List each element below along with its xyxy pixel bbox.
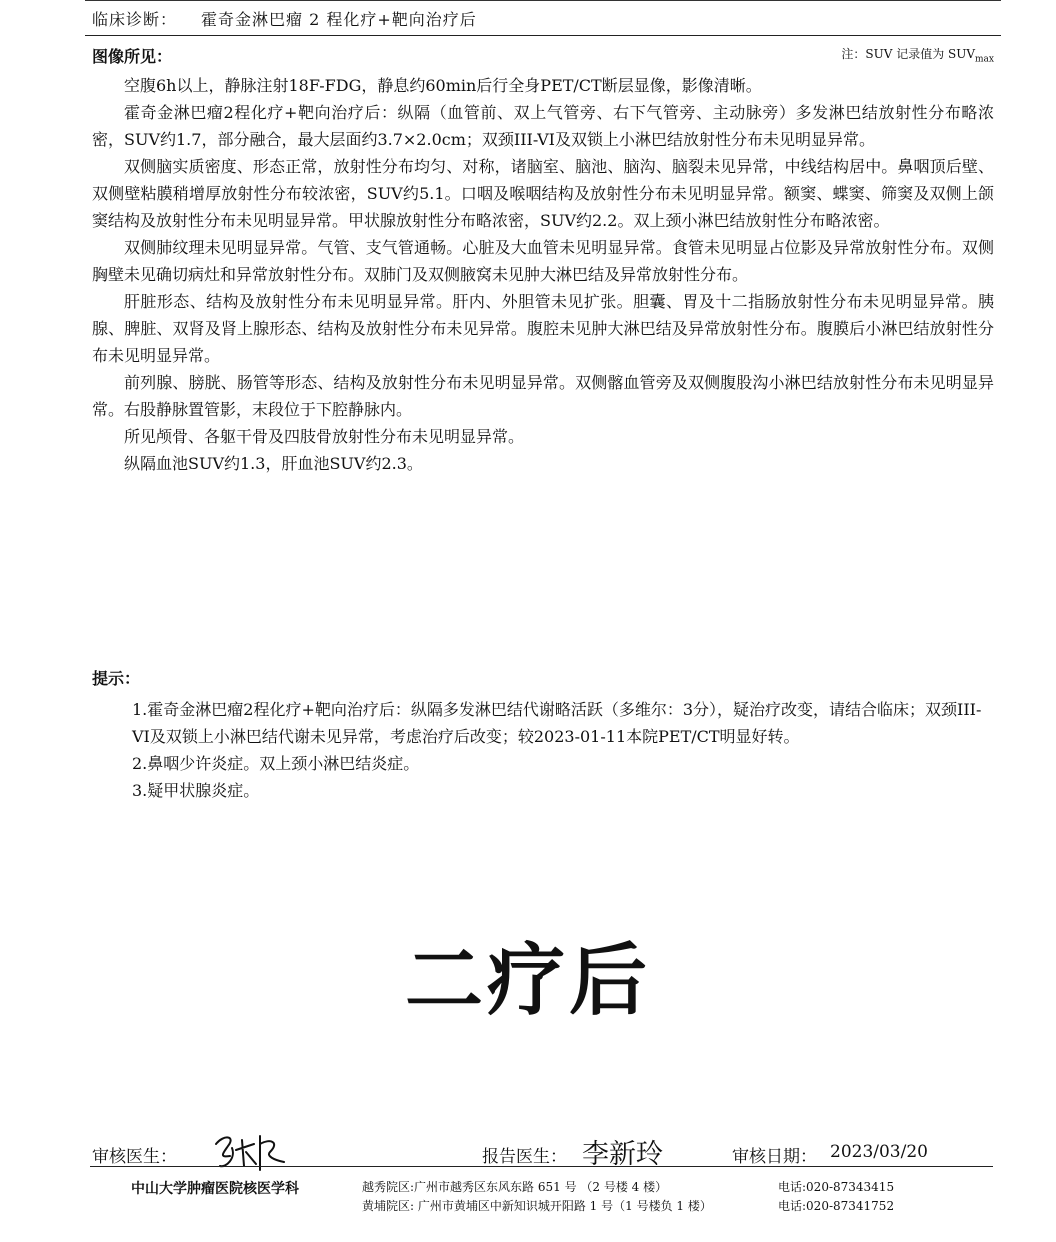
findings-paragraph: 前列腺、膀胱、肠管等形态、结构及放射性分布未见明显异常。双侧髂血管旁及双侧腹股沟小淋巴结放射性分布未见明显异常。右股静脉置管影，末段位于下腔静脉内。 <box>92 373 994 419</box>
signature-row <box>92 1134 992 1170</box>
findings-paragraph: 空腹6h以上，静脉注射18F-FDG，静息约60min后行全身PET/CT断层显像，影像清晰。 <box>124 76 762 95</box>
stamp-text: 二疗后 <box>404 936 651 1026</box>
review-date: 2023/03/20 <box>830 1142 928 1162</box>
findings-paragraph: 双侧脑实质密度、形态正常，放射性分布均匀、对称，诸脑室、脑池、脑沟、脑裂未见异常，中线结构居中。鼻咽顶后壁、双侧壁粘膜稍增厚放射性分布较浓密，SUV约5.1。口咽及喉咽结构及放射性分布未见明显异常。额窦、蝶窦、筛窦及双侧上颌窦结构及放射性分布未见明显异常。甲状腺放射性分布略浓密，SUV约2.2。双上颈小淋巴结放射性分布略浓密。 <box>92 157 994 230</box>
tip-item: 1.霍奇金淋巴瘤2程化疗+靶向治疗后：纵隔多发淋巴结代谢略活跃（多维尔：3分），疑治疗改变，请结合临床；双颈III-VI及双锁上小淋巴结代谢未见异常，考虑治疗后改变；较2023-01-11本院PET/CT明显好转。 <box>132 700 982 746</box>
phones <box>778 1178 894 1216</box>
footer-divider <box>90 1166 993 1167</box>
address-yuexiu: 越秀院区:广州市越秀区东风东路 651 号 （2 号楼 4 楼） <box>362 1180 668 1194</box>
phone-huangpu: 电话:020-87341752 <box>778 1199 895 1213</box>
findings-paragraph: 所见颅骨、各躯干骨及四肢骨放射性分布未见明显异常。 <box>124 427 525 446</box>
findings-paragraph: 霍奇金淋巴瘤2程化疗+靶向治疗后：纵隔（血管前、双上气管旁、右下气管旁、主动脉旁）多发淋巴结放射性分布略浓密，SUV约1.7，部分融合，最大层面约3.7×2.0cm；双颈III-VI及双锁上小淋巴结放射性分布未见明显异常。 <box>92 103 994 149</box>
address-huangpu: 黄埔院区: 广州市黄埔区中新知识城开阳路 1 号（1 号楼负 1 楼） <box>362 1199 712 1213</box>
findings-title: 图像所见： <box>92 47 173 66</box>
addresses <box>362 1178 712 1216</box>
top-border <box>85 0 1001 1</box>
findings-paragraph: 纵隔血池SUV约1.3，肝血池SUV约2.3。 <box>124 454 423 473</box>
reporter-name: 李新玲 <box>582 1139 663 1170</box>
findings-paragraph: 双侧肺纹理未见明显异常。气管、支气管通畅。心脏及大血管未见明显异常。食管未见明显占位影及异常放射性分布。双侧胸壁未见确切病灶和异常放射性分布。双肺门及双侧腋窝未见肿大淋巴结及异常放射性分布。 <box>92 238 994 284</box>
tips-body <box>132 696 998 804</box>
diagnosis-divider <box>85 35 1001 36</box>
findings-paragraph: 肝脏形态、结构及放射性分布未见明显异常。肝内、外胆管未见扩张。胆囊、胃及十二指肠放射性分布未见明显异常。胰腺、脾脏、双肾及肾上腺形态、结构及放射性分布未见异常。腹腔未见肿大淋巴结及异常放射性分布。腹膜后小淋巴结放射性分布未见明显异常。 <box>92 292 994 365</box>
phone-yuexiu: 电话:020-87343415 <box>778 1180 895 1194</box>
tip-item: 2.鼻咽少许炎症。双上颈小淋巴结炎症。 <box>132 754 420 773</box>
suv-note <box>841 45 994 64</box>
reporter-label: 报告医生： <box>482 1147 567 1167</box>
tips-title: 提示： <box>92 669 141 688</box>
clinical-diagnosis <box>92 7 477 30</box>
reviewer-label: 审核医生： <box>92 1147 177 1167</box>
suv-note-sub: max <box>975 54 994 65</box>
department-name: 中山大学肿瘤医院核医学科 <box>131 1181 299 1197</box>
tip-item: 3.疑甲状腺炎症。 <box>132 781 260 800</box>
review-date-label: 审核日期： <box>732 1147 817 1167</box>
findings-body <box>92 72 994 477</box>
suv-note-text: 注：SUV 记录值为 SUV <box>841 47 976 61</box>
diagnosis-value: 霍奇金淋巴瘤 2 程化疗+靶向治疗后 <box>201 10 477 29</box>
diagnosis-label: 临床诊断： <box>92 10 178 29</box>
